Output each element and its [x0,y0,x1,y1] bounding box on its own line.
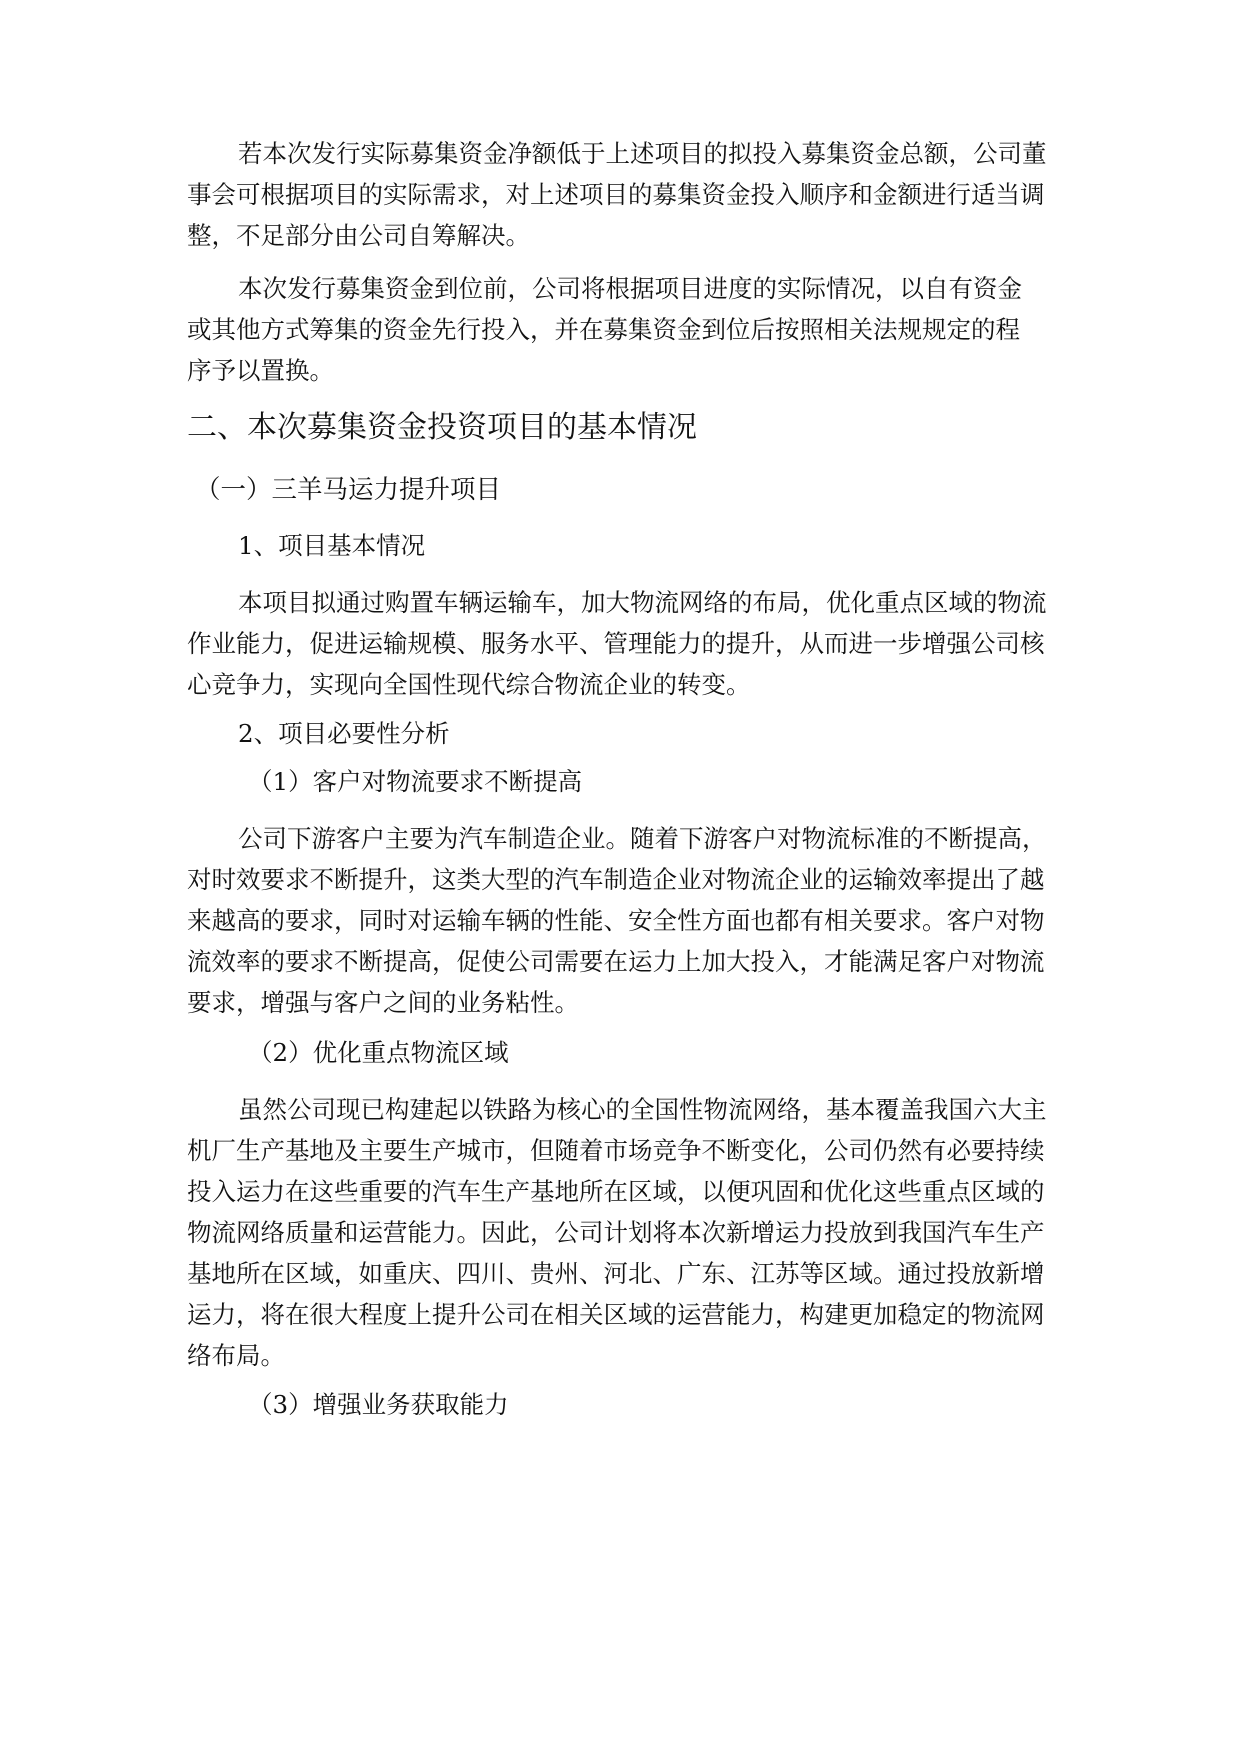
paragraph-line: 基地所在区域，如重庆、四川、贵州、河北、广东、江苏等区域。通过投放新增 [187,1259,1045,1288]
subitem-heading: （3）增强业务获取能力 [248,1390,509,1419]
subitem-heading: （2）优化重点物流区域 [248,1038,509,1067]
paragraph-line: 机厂生产基地及主要生产城市，但随着市场竞争不断变化，公司仍然有必要持续 [187,1136,1045,1165]
paragraph-line: 心竞争力，实现向全国性现代综合物流企业的转变。 [187,670,751,699]
paragraph-line: 若本次发行实际募集资金净额低于上述项目的拟投入募集资金总额，公司董 [238,139,1047,168]
paragraph-line: 络布局。 [187,1341,285,1370]
paragraph-line: 序予以置换。 [187,356,334,385]
paragraph-line: 或其他方式筹集的资金先行投入，并在募集资金到位后按照相关法规规定的程 [187,315,1020,344]
paragraph-line: 本次发行募集资金到位前，公司将根据项目进度的实际情况，以自有资金 [238,274,1022,303]
paragraph-line: 运力，将在很大程度上提升公司在相关区域的运营能力，构建更加稳定的物流网 [187,1300,1045,1329]
paragraph-line: 公司下游客户主要为汽车制造企业。随着下游客户对物流标准的不断提高， [238,824,1047,853]
paragraph-line: 流效率的要求不断提高，促使公司需要在运力上加大投入，才能满足客户对物流 [187,947,1045,976]
paragraph-line: 投入运力在这些重要的汽车生产基地所在区域，以便巩固和优化这些重点区域的 [187,1177,1045,1206]
subitem-heading: （1）客户对物流要求不断提高 [248,767,583,796]
paragraph-line: 作业能力，促进运输规模、服务水平、管理能力的提升，从而进一步增强公司核 [187,629,1045,658]
paragraph-line: 来越高的要求，同时对运输车辆的性能、安全性方面也都有相关要求。客户对物 [187,906,1045,935]
paragraph-line: 物流网络质量和运营能力。因此，公司计划将本次新增运力投放到我国汽车生产 [187,1218,1045,1247]
subsection-heading: （一）三羊马运力提升项目 [195,475,502,505]
paragraph-line: 本项目拟通过购置车辆运输车，加大物流网络的布局，优化重点区域的物流 [238,588,1047,617]
paragraph-line: 事会可根据项目的实际需求，对上述项目的募集资金投入顺序和金额进行适当调 [187,180,1045,209]
paragraph-line: 要求，增强与客户之间的业务粘性。 [187,988,579,1017]
item-heading: 2、项目必要性分析 [238,719,450,748]
paragraph-line: 整，不足部分由公司自筹解决。 [187,221,530,250]
paragraph-line: 对时效要求不断提升，这类大型的汽车制造企业对物流企业的运输效率提出了越 [187,865,1045,894]
paragraph-line: 虽然公司现已构建起以铁路为核心的全国性物流网络，基本覆盖我国六大主 [238,1095,1047,1124]
item-heading: 1、项目基本情况 [238,531,426,560]
section-heading: 二、本次募集资金投资项目的基本情况 [187,410,697,445]
